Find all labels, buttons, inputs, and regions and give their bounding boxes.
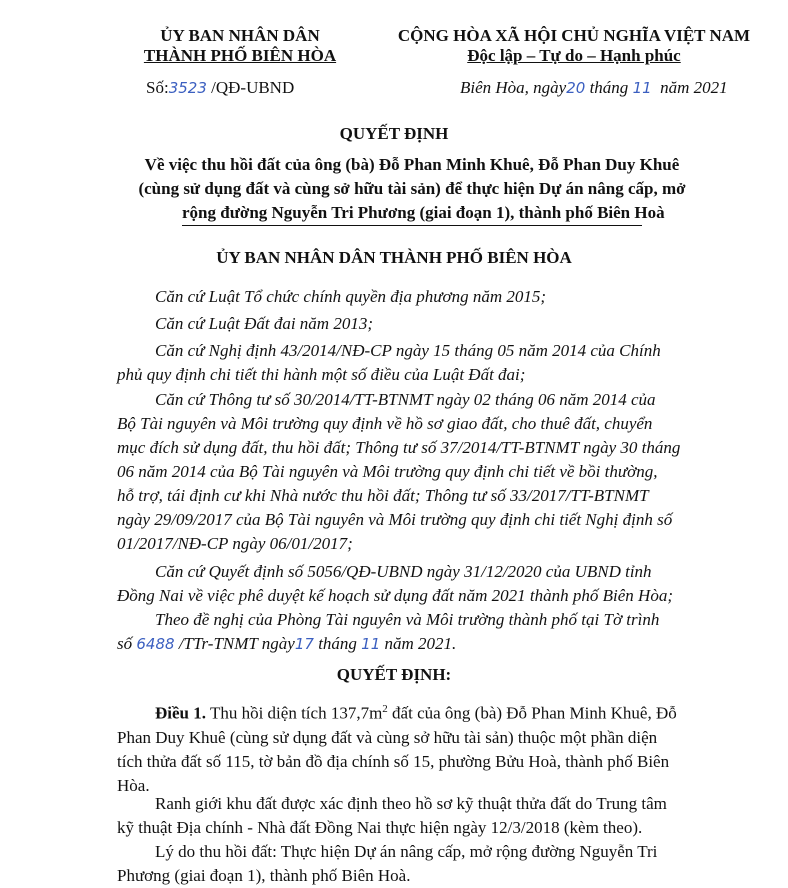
- article-1-paragraph-1: [117, 697, 737, 798]
- issuing-authority-line2: THÀNH PHỐ BIÊN HÒA: [143, 46, 337, 65]
- issuing-authority: [112, 26, 368, 66]
- date-month-label: tháng: [589, 78, 629, 97]
- basis-3-line2: phủ quy định chi tiết thi hành một số điều của Luật Đất đai;: [117, 365, 526, 384]
- article-1-line4: Hòa.: [117, 775, 150, 795]
- article-1-line1: [117, 697, 737, 726]
- document-title: QUYẾT ĐỊNH: [339, 124, 449, 143]
- article-1-paragraph-2: [117, 792, 737, 840]
- subject-line2: (cùng sử dụng đất và cùng sở hữu tài sản) để thực hiện Dự án nâng cấp, mở: [138, 179, 686, 198]
- basis-2-text: Căn cứ Luật Đất đai năm 2013;: [155, 314, 373, 333]
- basis-4-line3: mục đích sử dụng đất, thu hồi đất; Thông tư số 37/2014/TT-BTNMT ngày 30 tháng: [117, 438, 681, 457]
- article-1-p2-line2: kỹ thuật Địa chính - Nhà đất Đồng Nai thực hiện ngày 12/3/2018 (kèm theo).: [117, 818, 643, 837]
- date-month-handwritten: 11: [632, 79, 652, 97]
- date-year: năm 2021: [660, 78, 728, 97]
- basis-6-mid: /TTr-TNMT ngày: [178, 634, 295, 653]
- basis-4-line4: 06 năm 2014 của Bộ Tài nguyên và Môi trường quy định chi tiết về bồi thường,: [117, 462, 658, 481]
- basis-paragraph-3: [117, 339, 737, 387]
- document-number-suffix: /QĐ-UBND: [211, 78, 295, 97]
- basis-6-line2: [117, 632, 737, 656]
- basis-5-line1: Căn cứ Quyết định số 5056/QĐ-UBND ngày 31/12/2020 của UBND tỉnh: [155, 562, 652, 581]
- document-number-handwritten: 3523: [168, 79, 207, 97]
- article-1-p2-line1: Ranh giới khu đất được xác định theo hồ sơ kỹ thuật thửa đất do Trung tâm: [155, 794, 667, 813]
- subject-line1: Về việc thu hồi đất của ông (bà) Đỗ Phan Minh Khuê, Đỗ Phan Duy Khuê: [144, 155, 680, 174]
- national-title-line1: CỘNG HÒA XÃ HỘI CHỦ NGHĨA VIỆT NAM: [397, 26, 751, 45]
- article-1-line1-a: Thu hồi diện tích 137,7m: [209, 703, 383, 723]
- basis-paragraph-6: [117, 608, 737, 656]
- basis-4-line1: Căn cứ Thông tư số 30/2014/TT-BTNMT ngày 02 tháng 06 năm 2014 của: [155, 390, 656, 409]
- national-motto: Độc lập – Tự do – Hạnh phúc: [467, 46, 681, 65]
- basis-paragraph-1: [117, 285, 737, 309]
- basis-4-line6: ngày 29/09/2017 của Bộ Tài nguyên và Môi trường quy định chi tiết Nghị định số: [117, 510, 673, 529]
- basis-paragraph-5: [117, 560, 737, 608]
- basis-6-so: số: [117, 634, 133, 653]
- basis-paragraph-4: [117, 388, 737, 556]
- proposal-month-handwritten: 11: [361, 635, 381, 653]
- basis-4-line7: 01/2017/NĐ-CP ngày 06/01/2017;: [117, 534, 353, 553]
- basis-paragraph-2: [117, 312, 737, 336]
- basis-4-line2: Bộ Tài nguyên và Môi trường quy định về hồ sơ giao đất, cho thuê đất, chuyển: [117, 414, 653, 433]
- date-day-handwritten: 20: [566, 79, 586, 97]
- article-1-line3: tích thửa đất số 115, tờ bản đồ địa chính số 15, phường Bửu Hoà, thành phố Biên: [117, 751, 670, 771]
- national-title: [378, 26, 770, 66]
- basis-5-line2: Đồng Nai về việc phê duyệt kế hoạch sử dụng đất năm 2021 thành phố Biên Hòa;: [117, 586, 673, 605]
- document-subject: [92, 153, 732, 226]
- proposal-number-handwritten: 6488: [136, 635, 175, 653]
- article-1-line2: Phan Duy Khuê (cùng sử dụng đất và cùng sở hữu tài sản) thuộc một phần diện: [117, 727, 658, 747]
- issue-date: [460, 78, 728, 98]
- subject-line3: rộng đường Nguyễn Tri Phương (giai đoạn 1), thành phố Biên Hoà: [182, 201, 642, 226]
- article-1-paragraph-3: [117, 840, 737, 888]
- article-1-label: Điều 1.: [155, 703, 206, 723]
- document-number: [146, 78, 294, 98]
- decision-heading: QUYẾT ĐỊNH:: [336, 665, 452, 684]
- basis-1-text: Căn cứ Luật Tổ chức chính quyền địa phương năm 2015;: [155, 287, 547, 306]
- article-1-p3-line1: Lý do thu hồi đất: Thực hiện Dự án nâng cấp, mở rộng đường Nguyễn Tri: [155, 842, 658, 861]
- basis-6-line1: Theo đề nghị của Phòng Tài nguyên và Môi trường thành phố tại Tờ trình: [155, 610, 660, 629]
- proposal-day-handwritten: 17: [294, 635, 314, 653]
- basis-6-year: năm 2021.: [384, 634, 457, 653]
- area-unit-superscript: 2: [382, 703, 388, 715]
- basis-3-line1: Căn cứ Nghị định 43/2014/NĐ-CP ngày 15 tháng 05 năm 2014 của Chính: [155, 341, 661, 360]
- basis-4-line5: hỗ trợ, tái định cư khi Nhà nước thu hồi đất; Thông tư số 33/2017/TT-BTNMT: [117, 486, 649, 505]
- article-1-line1-b: đất của ông (bà) Đỗ Phan Minh Khuê, Đỗ: [387, 703, 677, 723]
- document-number-prefix: Số:: [146, 78, 169, 97]
- article-1-p3-line2: Phương (giai đoạn 1), thành phố Biên Hoà.: [117, 866, 411, 885]
- date-prefix: Biên Hòa, ngày: [460, 78, 567, 97]
- issuing-authority-line1: ỦY BAN NHÂN DÂN: [160, 26, 320, 45]
- authority-heading: ỦY BAN NHÂN DÂN THÀNH PHỐ BIÊN HÒA: [216, 248, 572, 267]
- basis-6-month-label: tháng: [318, 634, 357, 653]
